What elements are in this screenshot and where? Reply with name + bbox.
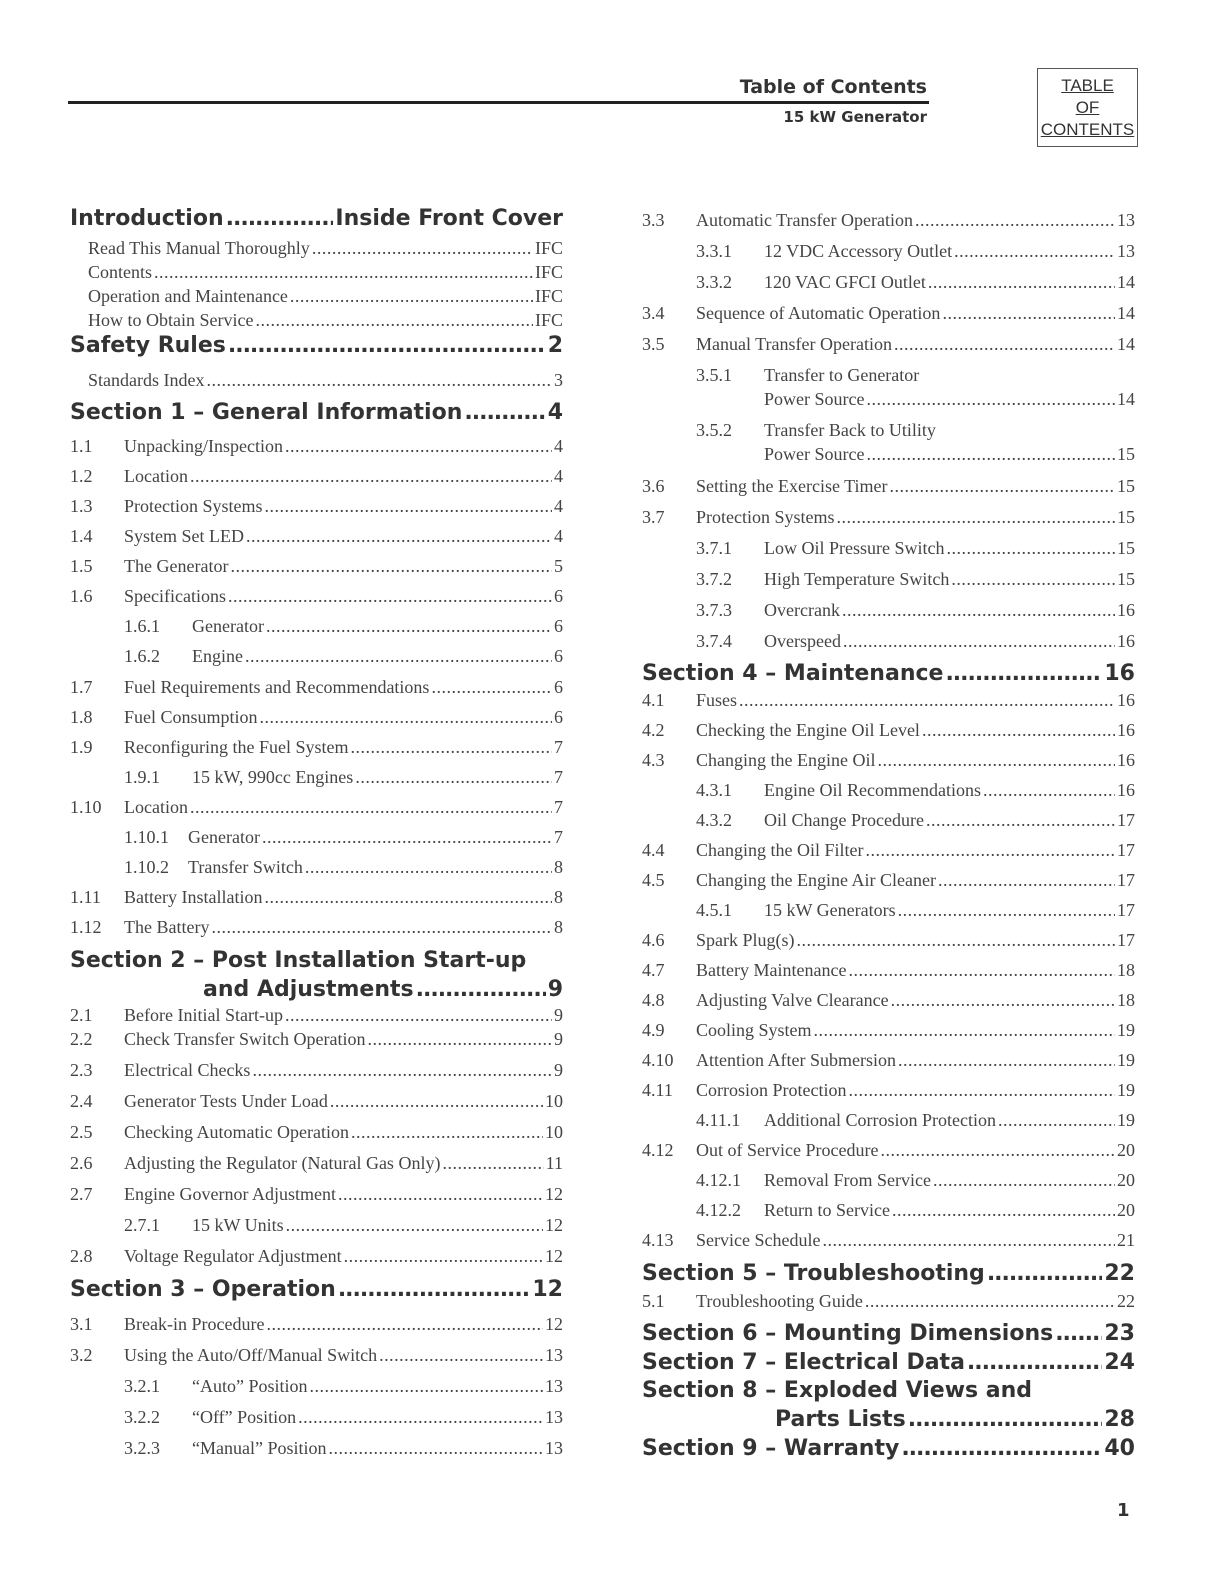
toc-section-heading[interactable]: Section 6 – Mounting Dimensions ..... 23 [642,1321,1135,1346]
toc-subentry-line1[interactable]: 3.5.1 Transfer to Generator [696,365,920,385]
toc-subentry[interactable]: 3.7.3 Overcrank ..... 16 [642,600,1135,621]
toc-section-heading[interactable]: and Adjustments ..... 9 [203,977,563,1002]
toc-tab-line1: TABLE [1061,75,1114,95]
toc-entry[interactable]: 2.3 Electrical Checks ..... 9 [70,1060,563,1081]
toc-subentry[interactable]: 3.7.4 Overspeed ..... 16 [642,631,1135,652]
toc-entry[interactable]: 4.12 Out of Service Procedure ..... 20 [642,1140,1135,1161]
toc-section-heading[interactable]: Introduction ..... Inside Front Cover [70,206,563,231]
toc-entry[interactable]: 4.9 Cooling System ..... 19 [642,1020,1135,1041]
toc-entry[interactable]: Read This Manual Thoroughly ..... IFC [70,238,563,259]
toc-section-heading[interactable]: Section 7 – Electrical Data ..... 24 [642,1350,1135,1375]
toc-subentry[interactable]: 4.12.1 Removal From Service ..... 20 [642,1170,1135,1191]
toc-entry[interactable]: 1.9 Reconfiguring the Fuel System ..... 7 [70,737,563,758]
toc-entry[interactable]: 4.3 Changing the Engine Oil ..... 16 [642,750,1135,771]
toc-subentry[interactable]: 3.7.2 High Temperature Switch ..... 15 [642,569,1135,590]
toc-entry[interactable]: 4.11 Corrosion Protection ..... 19 [642,1080,1135,1101]
toc-subentry[interactable]: Power Source ..... 14 [642,389,1135,410]
toc-entry[interactable]: 3.2 Using the Auto/Off/Manual Switch ..... 13 [70,1345,563,1366]
toc-entry[interactable]: 1.11 Battery Installation ..... 8 [70,887,563,908]
toc-entry[interactable]: 1.7 Fuel Requirements and Recommendations ..... 6 [70,677,563,698]
page-number: 1 [1117,1500,1130,1521]
toc-entry[interactable]: 3.6 Setting the Exercise Timer ..... 15 [642,476,1135,497]
toc-entry[interactable]: 1.12 The Battery ..... 8 [70,917,563,938]
toc-entry[interactable]: 4.1 Fuses ..... 16 [642,690,1135,711]
toc-entry[interactable]: 1.8 Fuel Consumption ..... 6 [70,707,563,728]
toc-subentry[interactable]: 2.7.1 15 kW Units ..... 12 [70,1215,563,1236]
toc-subentry[interactable]: 3.2.1 “Auto” Position ..... 13 [70,1376,563,1397]
toc-entry[interactable]: 4.7 Battery Maintenance ..... 18 [642,960,1135,981]
toc-entry[interactable]: 3.4 Sequence of Automatic Operation ..... 14 [642,303,1135,324]
toc-entry[interactable]: 3.7 Protection Systems ..... 15 [642,507,1135,528]
toc-subentry[interactable]: 3.3.1 12 VDC Accessory Outlet ..... 13 [642,241,1135,262]
toc-subentry[interactable]: 4.11.1 Additional Corrosion Protection ..... 19 [642,1110,1135,1131]
toc-entry[interactable]: 4.8 Adjusting Valve Clearance ..... 18 [642,990,1135,1011]
toc-entry[interactable]: 4.6 Spark Plug(s) ..... 17 [642,930,1135,951]
toc-subentry-line1[interactable]: 3.5.2 Transfer Back to Utility [696,420,936,440]
toc-subentry[interactable]: 4.3.1 Engine Oil Recommendations ..... 16 [642,780,1135,801]
toc-subentry[interactable]: 1.6.2 Engine ..... 6 [70,646,563,667]
toc-entry[interactable]: 4.13 Service Schedule ..... 21 [642,1230,1135,1251]
toc-entry[interactable]: 2.8 Voltage Regulator Adjustment ..... 12 [70,1246,563,1267]
header-rule [68,101,929,104]
toc-entry[interactable]: 4.10 Attention After Submersion ..... 19 [642,1050,1135,1071]
toc-entry[interactable]: How to Obtain Service ..... IFC [70,310,563,331]
toc-entry[interactable]: 2.5 Checking Automatic Operation ..... 10 [70,1122,563,1143]
toc-subentry[interactable]: 1.9.1 15 kW, 990cc Engines ..... 7 [70,767,563,788]
toc-subentry[interactable]: 1.6.1 Generator ..... 6 [70,616,563,637]
toc-entry[interactable]: Standards Index ..... 3 [70,370,563,391]
toc-entry[interactable]: 3.3 Automatic Transfer Operation ..... 13 [642,210,1135,231]
toc-entry[interactable]: 1.5 The Generator ..... 5 [70,556,563,577]
toc-tab-line3: CONTENTS [1040,119,1135,139]
toc-subentry[interactable]: 1.10.1 Generator ..... 7 [70,827,563,848]
toc-entry[interactable]: 3.1 Break-in Procedure ..... 12 [70,1314,563,1335]
toc-entry[interactable]: Operation and Maintenance ..... IFC [70,286,563,307]
toc-entry[interactable]: 4.5 Changing the Engine Air Cleaner ..... 17 [642,870,1135,891]
toc-section-heading[interactable]: Section 3 – Operation ..... 12 [70,1277,563,1302]
toc-entry[interactable]: 4.2 Checking the Engine Oil Level ..... 16 [642,720,1135,741]
toc-section-heading-line1[interactable]: Section 8 – Exploded Views and [642,1378,1033,1403]
toc-section-heading[interactable]: Safety Rules ..... 2 [70,333,563,358]
toc-section-heading[interactable]: Section 9 – Warranty ..... 40 [642,1436,1135,1461]
toc-section-heading-line1[interactable]: Section 2 – Post Installation Start-up [70,948,527,973]
toc-entry[interactable]: 1.4 System Set LED ..... 4 [70,526,563,547]
toc-section-heading[interactable]: Section 4 – Maintenance ..... 16 [642,661,1135,686]
toc-subentry[interactable]: Power Source ..... 15 [642,444,1135,465]
toc-section-heading[interactable]: Section 1 – General Information ..... 4 [70,400,563,425]
toc-subentry[interactable]: 4.12.2 Return to Service ..... 20 [642,1200,1135,1221]
toc-subentry[interactable]: 3.3.2 120 VAC GFCI Outlet ..... 14 [642,272,1135,293]
toc-section-heading[interactable]: Section 5 – Troubleshooting ..... 22 [642,1261,1135,1286]
toc-entry[interactable]: 1.6 Specifications ..... 6 [70,586,563,607]
toc-entry[interactable]: 1.1 Unpacking/Inspection ..... 4 [70,436,563,457]
toc-entry[interactable]: 2.2 Check Transfer Switch Operation ..... 9 [70,1029,563,1050]
toc-entry[interactable]: 1.3 Protection Systems ..... 4 [70,496,563,517]
toc-entry[interactable]: 2.6 Adjusting the Regulator (Natural Gas Only) ..... 11 [70,1153,563,1174]
toc-tab[interactable] [1037,68,1138,147]
toc-entry[interactable]: 2.1 Before Initial Start-up ..... 9 [70,1005,563,1026]
toc-subentry[interactable]: 3.2.2 “Off” Position ..... 13 [70,1407,563,1428]
toc-subentry[interactable]: 3.7.1 Low Oil Pressure Switch ..... 15 [642,538,1135,559]
toc-entry[interactable]: Contents ..... IFC [70,262,563,283]
toc-subentry[interactable]: 4.5.1 15 kW Generators ..... 17 [642,900,1135,921]
toc-tab-line2: OF [1075,97,1100,117]
toc-entry[interactable]: 3.5 Manual Transfer Operation ..... 14 [642,334,1135,355]
toc-subentry[interactable]: 3.2.3 “Manual” Position ..... 13 [70,1438,563,1459]
toc-entry[interactable]: 2.7 Engine Governor Adjustment ..... 12 [70,1184,563,1205]
toc-subentry[interactable]: 1.10.2 Transfer Switch ..... 8 [70,857,563,878]
toc-entry[interactable]: 1.10 Location ..... 7 [70,797,563,818]
header-subtitle: 15 kW Generator [783,108,927,126]
toc-entry[interactable]: 4.4 Changing the Oil Filter ..... 17 [642,840,1135,861]
toc-section-heading[interactable]: Parts Lists ..... 28 [775,1407,1135,1432]
header-title: Table of Contents [739,76,927,98]
toc-subentry[interactable]: 4.3.2 Oil Change Procedure ..... 17 [642,810,1135,831]
toc-entry[interactable]: 5.1 Troubleshooting Guide ..... 22 [642,1291,1135,1312]
toc-entry[interactable]: 1.2 Location ..... 4 [70,466,563,487]
toc-entry[interactable]: 2.4 Generator Tests Under Load ..... 10 [70,1091,563,1112]
